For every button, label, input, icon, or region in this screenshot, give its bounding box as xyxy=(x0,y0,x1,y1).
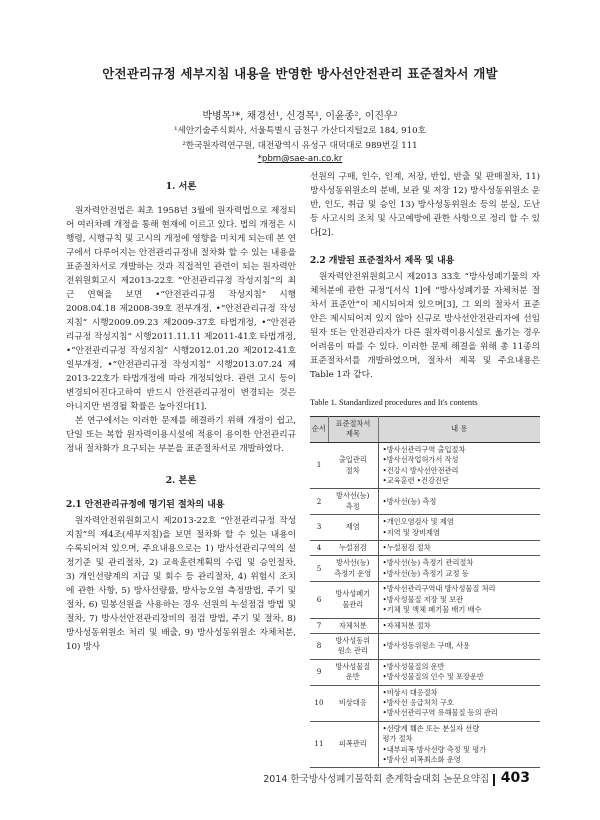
procedure-title: 출입관리 절차 xyxy=(328,442,378,489)
row-number: 7 xyxy=(310,618,328,633)
procedure-contents xyxy=(378,515,540,541)
table-row xyxy=(310,659,540,685)
author-email[interactable]: *pbm@sae-an.co.kr xyxy=(257,154,343,164)
continued-paragraph: 선원의 구매, 인수, 인계, 저장, 반입, 반출 및 판매절차, 11) 방사성동위원소의 분배, 보관 및 저장 12) 방사성동위원소 운반, 인도, 취급 및 승인 13) 방사성동위원소 등의 분실, 도난 등 사고시의 조치 및 사고예방에 관한 사항으로 정리 할 수 있다[2]. xyxy=(310,172,540,238)
section-1-paragraph-1: 원자력안전법은 최초 1958년 3월에 원자력법으로 제정되어 여러차례 개정을 통해 현재에 이르고 있다. 법의 개정은 시행령, 시행규칙 및 고시의 개정에 영향을 미치게 되는데 본 연구에서 다루어지는 안전관리규정내 절차화 할 수 있는 내용을 표준절차서로 개발하는 것과 직접적인 관련이 되는 원자력안전위원회고시 제2013-22호 “안전관리규정 작성지침”의 최근 연혁을 보면 •“안전관리규정 작성지침” 시행 2008.04.18 제2008-39호 전부개정, •“안전관리규정 작성지침” 시행2009.09.23 제2009-37호 타법개정, •“안전관리규정 작성지침” 시행2011.11.11 제2011-41호 타법개정, •“안전관리규정 작성지침” 시행2012.01.20 제2012-41호 일부개정, •“안전관리규정 작성지침” 시행2013.07.24 제2013-22호가 타법개정에 따라 개정되었다. 관련 고시 등이 변경되어진다고하여 반드시 안전관리규정이 변경되는 것은 아니지만 변경될 확률은 높아진다[1]. xyxy=(66,206,296,412)
procedure-contents xyxy=(378,685,540,721)
procedure-contents xyxy=(378,618,540,633)
table-row xyxy=(310,489,540,515)
table-row xyxy=(310,721,540,768)
content-item: •방사성물질의 운반 xyxy=(382,661,445,671)
procedure-contents xyxy=(378,556,540,582)
paper-title: 안전관리규정 세부지침 내용을 반영한 방사선안전관리 표준절차서 개발 xyxy=(102,66,498,81)
procedure-title: 누설점검 xyxy=(328,541,378,556)
subsection-2-1-heading: 2.1 안전관리규정에 명기된 절차의 내용 xyxy=(66,500,225,510)
table-header-row xyxy=(310,417,540,443)
procedure-contents xyxy=(378,541,540,556)
row-number: 2 xyxy=(310,489,328,515)
content-item: •교육훈련 •건강진단 xyxy=(382,476,449,486)
right-column xyxy=(310,168,540,768)
page-footer xyxy=(263,770,530,786)
row-number: 5 xyxy=(310,556,328,582)
footer-divider xyxy=(493,774,495,786)
procedure-title: 방사성동위 원소 관리 xyxy=(328,633,378,659)
page-number: 403 xyxy=(500,770,530,786)
row-number: 4 xyxy=(310,541,328,556)
row-number: 8 xyxy=(310,633,328,659)
procedure-title: 방사선(능) 측정 xyxy=(328,489,378,515)
content-item: •누설점검 절차 xyxy=(382,543,431,553)
section-1-paragraph-2: 본 연구에서는 이러한 문제를 해결하기 위해 개정이 쉽고, 단일 또는 복합 원자력이용시설에 적용이 용이한 안전관리규정내 절차화가 요구되는 부분을 표준절차서로 개발하였다. xyxy=(66,416,296,454)
content-item: •선량계 훼손 또는 분실자 선량 xyxy=(382,723,480,733)
content-item: •방사선 피폭최소화 운영 xyxy=(382,754,461,764)
row-number: 9 xyxy=(310,659,328,685)
content-item: •기체 및 액체 폐기물 배기 배수 xyxy=(382,605,482,615)
procedures-table xyxy=(310,416,540,768)
affiliation-2: ²한국원자력연구원, 대전광역시 유성구 대덕대로 989번길 111 xyxy=(182,141,418,151)
header-no: 순서 xyxy=(310,417,328,443)
content-item: •방사성물질 저장 및 보관 xyxy=(382,594,464,604)
content-item: •건강시 방사선안전관리 xyxy=(382,465,459,475)
table-row xyxy=(310,442,540,489)
table-row xyxy=(310,515,540,541)
content-item: 평가 절차 xyxy=(382,734,413,744)
table-caption: Table 1. Standardized procedures and It's contents xyxy=(310,398,478,407)
content-item: •방사선관리구역 유해물질 등의 관리 xyxy=(382,708,498,718)
row-number: 10 xyxy=(310,685,328,721)
row-number: 6 xyxy=(310,582,328,618)
content-item: •방사선(능) 측정 xyxy=(382,496,437,506)
procedure-contents xyxy=(378,633,540,659)
content-item: •방사성물질의 인수 및 포장운반 xyxy=(382,672,484,682)
table-row xyxy=(310,556,540,582)
header-name: 표준절차서 제목 xyxy=(328,417,378,443)
procedure-title: 방사성폐기 물관리 xyxy=(328,582,378,618)
subsection-2-2-paragraph: 원자력안전위원회고시 제2013 33호 “방사성폐기물의 자체처분에 관한 규정”[서식 1]에 “방사성폐기물 자체처분 절차서 표준안”이 제시되어져 있으며[3], 그 외의 절차서 표준안은 제시되어져 있지 않아 신규로 방사선안전관리자에 선임된자 또는 안전관리자가 다른 원자력이용시설로 옮기는 경우 어려움이 따를 수 있다. 이러한 문제 해결을 위해 총 11종의 표준절차서를 개발하였으며, 절차서 제목 및 주요내용은 Table 1과 같다. xyxy=(310,272,540,380)
content-item: •방사선 응급처치 구호 xyxy=(382,697,454,707)
table-row xyxy=(310,633,540,659)
content-item: •방사선(능) 측정기 교정 등 xyxy=(382,568,469,578)
content-item: •방사선(능) 측정기 관리절차 xyxy=(382,558,474,568)
row-number: 11 xyxy=(310,721,328,768)
content-item: •비상시 대응절차 xyxy=(382,687,438,697)
procedure-title: 제염 xyxy=(328,515,378,541)
content-item: •방사성동위원소 구매, 사용 xyxy=(382,641,470,651)
procedure-title: 피폭관리 xyxy=(328,721,378,768)
table-row xyxy=(310,618,540,633)
subsection-2-1-paragraph: 원자력안전위원회고시 제2013-22호 “안전관리규정 작성지침”의 제4조(세부지침)을 보면 절차화 할 수 있는 내용이 수록되어져 있으며, 주요내용으로는 1) 방사선관리구역의 설정기준 및 관리절차, 2) 교육훈련계획의 수립 및 승인절차, 3) 개인선량계의 지급 및 회수 등 관리절차, 4) 위험시 조치에 관한 사항, 5) 방사선량률, 방사능오염 측정방법, 주기 및 절차, 6) 밀봉선원을 사용하는 경우 선원의 누설점검 방법 및 절차, 7) 방사선안전관리장비의 점검 방법, 주기 및 절차, 8) 방사성동위원소 처리 및 배출, 9) 방사성동위원소 자체처분, 10) 방사 xyxy=(66,516,296,652)
procedure-contents xyxy=(378,489,540,515)
content-item: •방사선관리구역 출입절차 xyxy=(382,444,466,454)
section-2-heading: 2. 본론 xyxy=(165,475,197,486)
content-item: •방사선작업허가서 작성 xyxy=(382,455,459,465)
procedure-title: 방사성물질 운반 xyxy=(328,659,378,685)
table-body xyxy=(310,442,540,768)
table-row xyxy=(310,541,540,556)
procedure-contents xyxy=(378,442,540,489)
table-row xyxy=(310,685,540,721)
section-1-heading: 1. 서론 xyxy=(165,181,197,192)
author-list: 박병목¹*, 채경선¹, 신경목¹, 이윤종², 이진우² xyxy=(202,111,398,122)
table-row xyxy=(310,582,540,618)
procedure-title: 방사선(능) 측정기 운영 xyxy=(328,556,378,582)
content-item: •지역 및 장비제염 xyxy=(382,527,440,537)
affiliation-1: ¹세안기술주식회사, 서울특별시 금천구 가산디지털2로 184, 910호 xyxy=(174,126,426,136)
footer-text: 2014 한국방사성폐기물학회 춘계학술대회 논문요약집 xyxy=(263,774,490,785)
procedure-title: 자체처분 xyxy=(328,618,378,633)
header-content: 내 용 xyxy=(378,417,540,443)
row-number: 1 xyxy=(310,442,328,489)
content-item: •내부피폭 방사선량 측정 및 평가 xyxy=(382,744,487,754)
procedure-contents xyxy=(378,582,540,618)
content-item: •방사선관리구역내 방사성물질 처리 xyxy=(382,584,496,594)
procedure-title: 비상대응 xyxy=(328,685,378,721)
content-item: •자체처분 절차 xyxy=(382,620,431,630)
procedure-contents xyxy=(378,659,540,685)
row-number: 3 xyxy=(310,515,328,541)
procedure-contents xyxy=(378,721,540,768)
content-item: •개인오염검사 및 제염 xyxy=(382,517,454,527)
subsection-2-2-heading: 2.2 개발된 표준절차서 제목 및 내용 xyxy=(310,256,455,266)
left-column xyxy=(66,168,296,654)
